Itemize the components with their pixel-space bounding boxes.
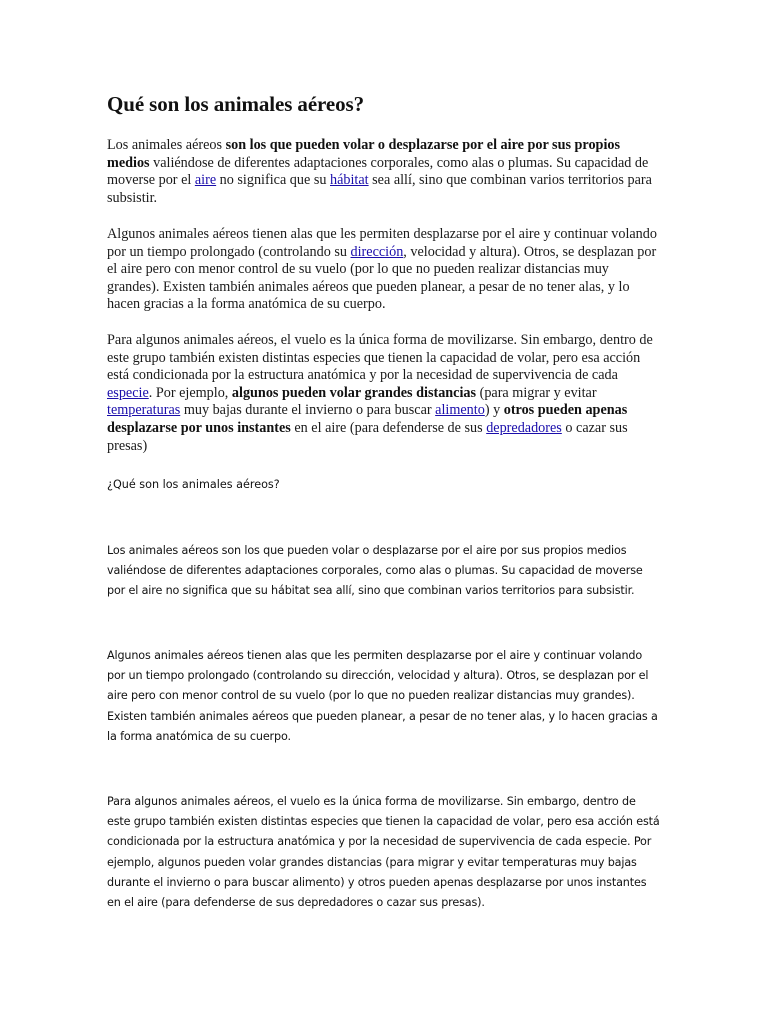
serif-paragraph-1 [107,137,662,207]
sans-paragraph-3: Para algunos animales aéreos, el vuelo es la única forma de movilizarse. Sin embargo, dentro de este grupo también existen distintas especies que tienen la capacidad de volar, pero esa acción está condicionada por la estructura anatómica y por la necesidad de supervivencia de cada especie. Por ejemplo, algunos pueden volar grandes distancias (para migrar y evitar temperaturas muy bajas durante el invierno o para buscar alimento) y otros pueden apenas desplazarse por unos instantes en el aire (para defenderse de sus depredadores o cazar sus presas). [107,795,660,910]
text-span: . Por ejemplo, [148,384,232,401]
serif-paragraph-3 [107,332,662,455]
sans-paragraph-2: Algunos animales aéreos tienen alas que les permiten desplazarse por el aire y continuar volando por un tiempo prolongado (controlando su dirección, velocidad y altura). Otros, se desplazan por el aire pero con menor control de su vuelo (por lo que no pueden realizar distancias muy grandes). Existen también animales aéreos que pueden planear, a pesar de no tener alas, y lo hacen gracias a la forma anatómica de su cuerpo. [107,649,658,743]
text-span: en el aire (para defenderse de sus [290,419,487,436]
text-span: Para algunos animales aéreos, el vuelo es la única forma de movilizarse. Sin embargo, dentro de este grupo también existen distintas especies que tienen la capacidad de volar, pero esa acción está condicionada por la estructura anatómica y por la necesidad de supervivencia de cada [107,332,653,384]
bold-text: algunos pueden volar grandes distancias [231,384,477,401]
link-direccion[interactable]: dirección [350,243,404,260]
link-habitat[interactable]: hábitat [330,172,369,189]
section-heading: ¿Qué son los animales aéreos? [107,478,280,491]
text-span: sea allí, sino que combinan varios territorios para subsistir. [107,172,652,206]
link-temperaturas[interactable]: temperaturas [107,402,181,419]
text-span: no significa que su [216,172,330,189]
link-depredadores[interactable]: depredadores [486,419,562,436]
text-span: valiéndose de diferentes adaptaciones corporales, como alas o plumas. Su capacidad de moverse por el [107,154,649,189]
text-span: (para migrar y evitar [476,384,597,401]
text-span: muy bajas durante el invierno o para buscar [180,402,436,419]
page-title: Qué son los animales aéreos? [107,92,364,116]
bold-text: otros pueden apenas desplazarse por unos instantes [107,402,628,436]
text-span: Algunos animales aéreos tienen alas que les permiten desplazarse por el aire y continuar volando por un tiempo prolongado (controlando su [107,226,657,260]
serif-paragraph-2 [107,226,662,314]
text-span: Los animales aéreos [107,137,226,153]
text-span: ) y [484,402,504,419]
text-span: o cazar sus presas) [107,419,628,454]
text-span: , velocidad y altura). Otros, se desplazan por el aire pero con menor control de su vuelo (por lo que no pueden realizar distancias muy grandes). Existen también animales aéreos que pueden planear, a pesar de no tener alas, y lo hacen gracias a la forma anatómica de su cuerpo. [107,243,657,313]
link-aire[interactable]: aire [194,172,217,189]
link-alimento[interactable]: alimento [435,402,485,419]
sans-paragraph-1: Los animales aéreos son los que pueden volar o desplazarse por el aire por sus propios medios valiéndose de diferentes adaptaciones corporales, como alas o plumas. Su capacidad de moverse por el aire no significa que su hábitat sea allí, sino que combinan varios territorios para subsistir. [107,544,643,598]
bold-text: son los que pueden volar o desplazarse por el aire por sus propios medios [107,137,621,171]
link-especie[interactable]: especie [107,384,149,401]
